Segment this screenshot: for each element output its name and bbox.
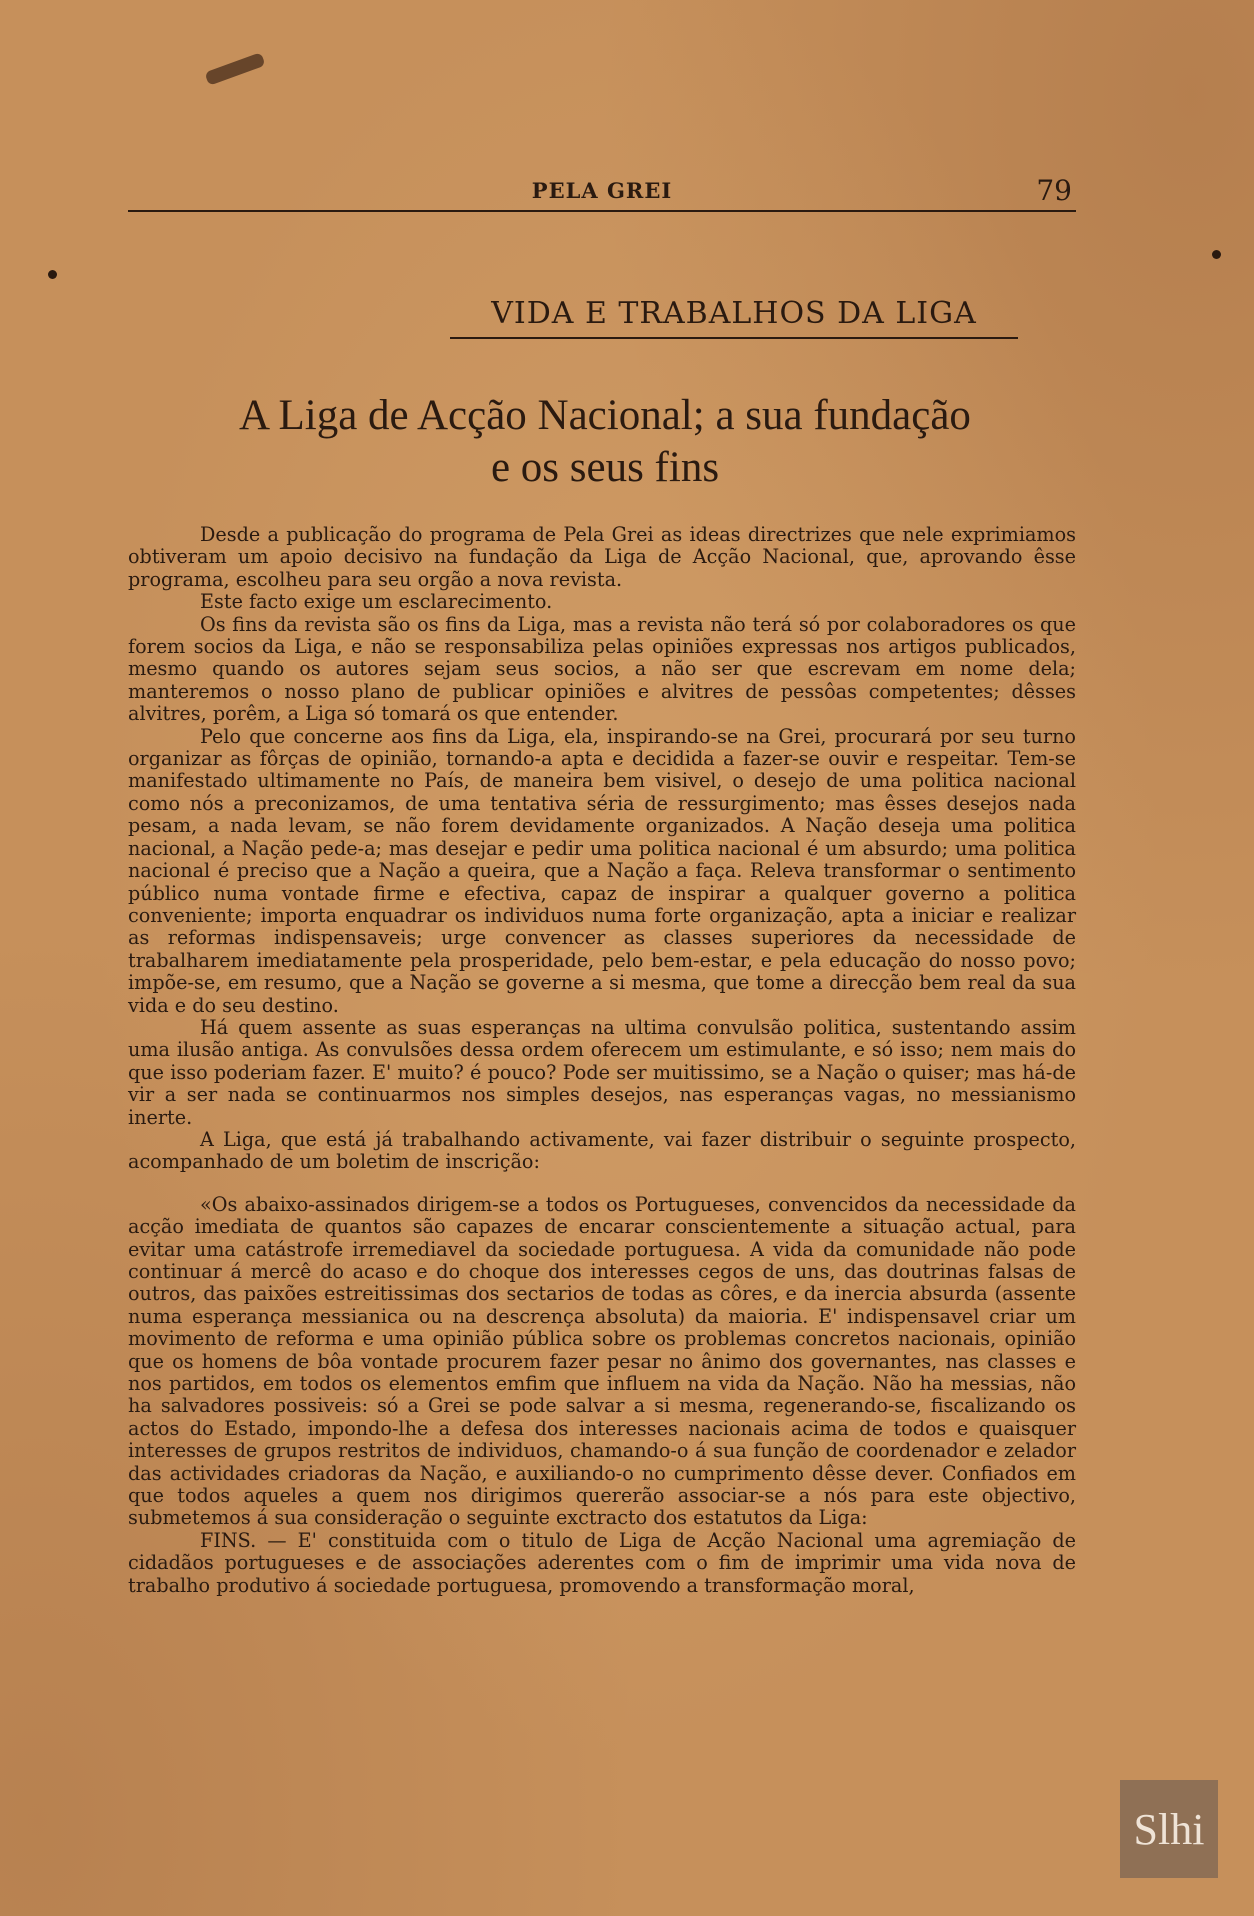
library-logo: Slhi [1120,1780,1218,1878]
paragraph: A Liga, que está já trabalhando activamente, vai fazer distribuir o seguinte prospecto, acompanhado de um boletim de inscrição: [128,1127,1076,1174]
paragraph: Desde a publicação do programa de Pela Grei as ideas directrizes que nele exprimiamos obtiveram um apoio decisivo na fundação da Liga de Acção Nacional, que, aprovando êsse programa, escolheu para seu orgão a nova revista. [128,523,1076,591]
ink-spot [48,270,57,279]
section-title: VIDA E TRABALHOS DA LIGA [450,296,1018,339]
page-number: 79 [1036,174,1072,207]
article-title [140,390,1070,494]
running-title: PELA GREI [531,178,673,203]
article-title-line-2: e os seus fins [490,444,720,491]
ink-spot [1212,250,1221,259]
running-header [128,170,1076,212]
paragraph: Os fins da revista são os fins da Liga, mas a revista não terá só por colaboradores os que forem socios da Liga, e não se responsabiliza pelas opiniões expressas nos artigos publicados, mesmo quando os autores sejam seus socios, a não ser que escrevam em nome dela; manteremos o nosso plano de publicar opiniões e alvitres de pessôas competentes; dêsses alvitres, porêm, a Liga só tomará os que entender. [128,612,1076,726]
ink-smudge [204,52,265,86]
article-title-line-1: A Liga de Acção Nacional; a sua fundação [239,392,971,439]
paragraph: Este facto exige um esclarecimento. [200,590,553,614]
prospectus-quote: «Os abaixo-assinados dirigem-se a todos os Portugueses, convencidos da necessidade da acção imediata de quantos são capazes de encarar conscientemente a situação actual, para evitar uma catástrofe irremediavel da sociedade portuguesa. A vida da comunidade não pode continuar á mercê do acaso e do choque dos interesses cegos de uns, das doutrinas falsas de outros, das paixões estreitissimas dos sectarios de todas as côres, e da inercia absurda (assente numa esperança messianica ou na descrença absoluta) da maioria. E' indispensavel criar um movimento de reforma e uma opinião pública sobre os problemas concretos nacionais, opinião que os homens de bôa vontade procurem fazer pesar no ânimo dos governantes, nas classes e nos partidos, em todos os elementos emfim que influem na vida da Nação. Não ha messias, não ha salvadores possiveis: só a Grei se pode salvar a si mesma, regenerando-se, fiscalizando os actos do Estado, impondo-lhe a defesa dos interesses nacionais acima de todos e quaisquer interesses de grupos restritos de individuos, chamando-o á sua função de coordenador e zelador das actividades criadoras da Nação, e auxiliando-o no cumprimento dêsse dever. Confiados em que todos aqueles a quem nos dirigimos quererão associar-se a nós para este objectivo, submetemos á sua consideração o seguinte exctracto dos estatutos da Liga: [128,1192,1076,1530]
paragraph: Há quem assente as suas esperanças na ultima convulsão politica, sustentando assim uma ilusão antiga. As convulsões dessa ordem oferecem um estimulante, e só isso; nem mais do que isso poderiam fazer. E' muito? é pouco? Pode ser muitissimo, se a Nação o quiser; mas há-de vir a ser nada se continuarmos nos simples desejos, nas esperanças vagas, no messianismo inerte. [128,1015,1076,1129]
article-body [128,524,1076,1597]
paragraph: Pelo que concerne aos fins da Liga, ela, inspirando-se na Grei, procurará por seu turno organizar as fôrças de opinião, tornando-a apta e decidida a fazer-se ouvir e respeitar. Tem-se manifestado ultimamente no País, de maneira bem visivel, o desejo de uma politica nacional como nós a preconizamos, de uma tentativa séria de ressurgimento; mas êsses desejos nada pesam, a nada levam, se não forem devidamente organizados. A Nação deseja uma politica nacional, a Nação pede-a; mas desejar e pedir uma politica nacional é um absurdo; uma politica nacional é preciso que a Nação a queira, que a Nação a faça. Releva transformar o sentimento público numa vontade firme e efectiva, capaz de inspirar a qualquer governo a politica conveniente; importa enquadrar os individuos numa forte organização, apta a iniciar e realizar as reformas indispensaveis; urge convencer as classes superiores da necessidade de trabalharem imediatamente pela prosperidade, pelo bem-estar, e pela educação do nosso povo; impõe-se, em resumo, que a Nação se governe a si mesma, que tome a direcção bem real da sua vida e do seu destino. [128,724,1076,1017]
paragraph: FINS. — E' constituida com o titulo de Liga de Acção Nacional uma agremiação de cidadãos portugueses e de associações aderentes com o fim de imprimir uma vida nova de trabalho produtivo á sociedade portuguesa, promovendo a transformação moral, [128,1528,1076,1597]
